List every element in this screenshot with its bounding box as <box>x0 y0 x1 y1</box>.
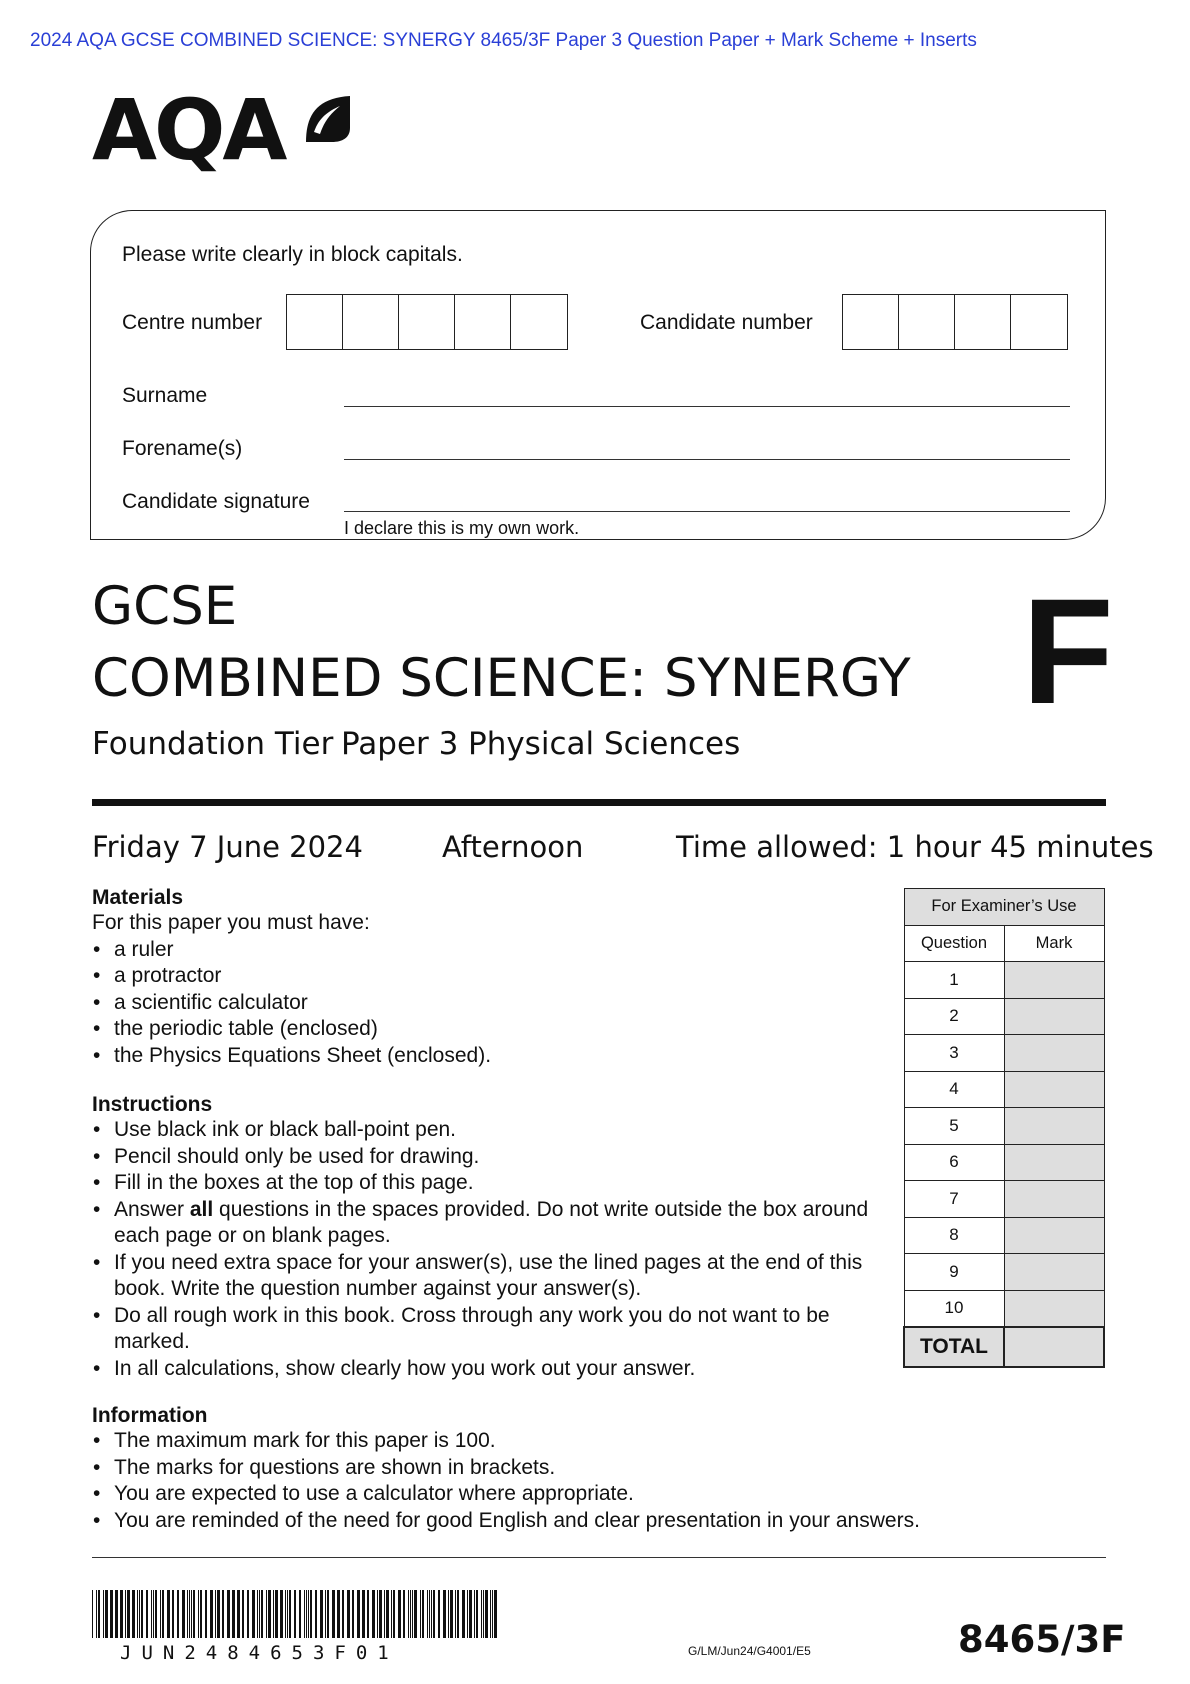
barcode-bar <box>448 1590 449 1638</box>
barcode-bar <box>167 1590 170 1638</box>
list-item: • You are reminded of the need for good English and clear presentation in your answers. <box>92 1508 1092 1535</box>
barcode-bar <box>420 1590 421 1638</box>
barcode-bar <box>410 1590 411 1638</box>
barcode-bar <box>287 1590 288 1638</box>
barcode-bar <box>115 1590 118 1638</box>
table-row <box>904 1181 1104 1218</box>
list-item: • a ruler <box>92 937 892 964</box>
barcode <box>92 1590 502 1640</box>
barcode-bar <box>261 1590 263 1638</box>
barcode-bar <box>337 1590 340 1638</box>
mark-cell[interactable] <box>1004 1181 1104 1218</box>
mark-cell[interactable] <box>1004 998 1104 1035</box>
exam-session: Afternoon <box>442 830 584 864</box>
list-item: • Pencil should only be used for drawing. <box>92 1144 892 1171</box>
question-number: 3 <box>904 1035 1004 1072</box>
barcode-bar <box>127 1590 130 1638</box>
barcode-bar <box>450 1590 453 1638</box>
barcode-bar <box>182 1590 185 1638</box>
question-number: 6 <box>904 1144 1004 1181</box>
mark-cell[interactable] <box>1004 1290 1104 1327</box>
centre-digit-box[interactable] <box>287 295 343 349</box>
list-item: • Fill in the boxes at the top of this page. <box>92 1170 892 1197</box>
barcode-bar <box>160 1590 161 1638</box>
barcode-bar <box>146 1590 148 1638</box>
barcode-bar <box>141 1590 143 1638</box>
barcode-bar <box>467 1590 468 1638</box>
instructions-section <box>92 1093 892 1382</box>
examiners-use-table <box>903 888 1105 1368</box>
mark-cell[interactable] <box>1004 1144 1104 1181</box>
signature-field[interactable] <box>344 511 1070 512</box>
candidate-digit-box[interactable] <box>899 295 955 349</box>
barcode-bar <box>266 1590 267 1638</box>
barcode-bar <box>193 1590 195 1638</box>
list-item: • Use black ink or black ball-point pen. <box>92 1117 892 1144</box>
question-number: 1 <box>904 962 1004 999</box>
list-item: • In all calculations, show clearly how you work out your answer. <box>92 1356 892 1383</box>
barcode-bar <box>247 1590 249 1638</box>
list-item: • You are expected to use a calculator where appropriate. <box>92 1481 1092 1508</box>
barcode-bar <box>257 1590 258 1638</box>
barcode-bar <box>103 1590 104 1638</box>
materials-list <box>92 937 892 1070</box>
barcode-bar <box>386 1590 389 1638</box>
barcode-bar <box>310 1590 312 1638</box>
barcode-bar <box>215 1590 216 1638</box>
declaration-text: I declare this is my own work. <box>344 518 580 538</box>
barcode-bar <box>427 1590 428 1638</box>
table-row <box>904 1217 1104 1254</box>
barcode-bar <box>227 1590 230 1638</box>
question-column-header: Question <box>904 925 1004 962</box>
surname-label: Surname <box>122 384 208 407</box>
barcode-bar <box>120 1590 123 1638</box>
materials-section <box>92 886 892 1069</box>
centre-digit-box[interactable] <box>343 295 399 349</box>
question-number: 9 <box>904 1254 1004 1291</box>
barcode-bar <box>304 1590 305 1638</box>
barcode-bar <box>332 1590 335 1638</box>
centre-number-label: Centre number <box>122 311 263 334</box>
forename-field[interactable] <box>344 459 1070 460</box>
barcode-bar <box>308 1590 309 1638</box>
candidate-digit-box[interactable] <box>955 295 1011 349</box>
barcode-bar <box>485 1590 488 1638</box>
barcode-bar <box>273 1590 274 1638</box>
table-row <box>904 1290 1104 1327</box>
question-number: 10 <box>904 1290 1004 1327</box>
barcode-bar <box>320 1590 323 1638</box>
barcode-bar <box>403 1590 405 1638</box>
tier-letter: F <box>1022 567 1114 735</box>
barcode-bar <box>384 1590 385 1638</box>
barcode-bar <box>153 1590 154 1638</box>
document-reference: G/LM/Jun24/G4001/E5 <box>688 1644 811 1658</box>
barcode-bar <box>327 1590 329 1638</box>
forename-label: Forename(s) <box>122 437 243 460</box>
barcode-bar <box>252 1590 255 1638</box>
barcode-bar <box>259 1590 260 1638</box>
question-number: 5 <box>904 1108 1004 1145</box>
barcode-bar <box>481 1590 482 1638</box>
barcode-bar <box>191 1590 192 1638</box>
paper-title: Physical Sciences <box>468 726 741 762</box>
barcode-bar <box>172 1590 174 1638</box>
barcode-bar <box>408 1590 409 1638</box>
table-row <box>904 1071 1104 1108</box>
barcode-bar <box>210 1590 213 1638</box>
barcode-bar <box>155 1590 157 1638</box>
barcode-bar <box>433 1590 435 1638</box>
mark-cell[interactable] <box>1004 962 1104 999</box>
footer-divider <box>92 1557 1106 1558</box>
barcode-bar <box>429 1590 430 1638</box>
logo-text: AQA <box>92 81 285 179</box>
tier-label: Foundation Tier <box>92 726 334 762</box>
time-allowed: Time allowed: 1 hour 45 minutes <box>676 830 1154 864</box>
information-heading: Information <box>92 1404 208 1427</box>
barcode-bar <box>198 1590 199 1638</box>
barcode-bar <box>490 1590 491 1638</box>
barcode-bar <box>110 1590 113 1638</box>
centre-digit-box[interactable] <box>399 295 455 349</box>
centre-digit-box[interactable] <box>455 295 511 349</box>
barcode-bar <box>325 1590 326 1638</box>
table-row <box>904 1254 1104 1291</box>
barcode-bar <box>347 1590 350 1638</box>
paper-code: 8465/3F <box>958 1618 1126 1661</box>
barcode-bar <box>422 1590 424 1638</box>
list-item: • Answer all questions in the spaces provided. Do not write outside the box around each page or on blank pages. <box>92 1197 892 1250</box>
barcode-bar <box>476 1590 478 1638</box>
barcode-bar <box>132 1590 135 1638</box>
barcode-bar <box>217 1590 220 1638</box>
centre-digit-box[interactable] <box>511 295 567 349</box>
barcode-bar <box>151 1590 152 1638</box>
barcode-bar <box>412 1590 413 1638</box>
barcode-bar <box>137 1590 138 1638</box>
barcode-bar <box>474 1590 475 1638</box>
barcode-bar <box>205 1590 207 1638</box>
question-number: 2 <box>904 998 1004 1035</box>
barcode-bar <box>469 1590 472 1638</box>
barcode-bar <box>105 1590 108 1638</box>
aqa-logo <box>92 81 285 179</box>
mark-cell[interactable] <box>1004 1108 1104 1145</box>
barcode-bar <box>342 1590 344 1638</box>
barcode-bar <box>177 1590 179 1638</box>
barcode-bar <box>414 1590 417 1638</box>
title-divider <box>92 799 1106 806</box>
barcode-bar <box>139 1590 140 1638</box>
barcode-bar <box>362 1590 365 1638</box>
surname-field[interactable] <box>344 406 1070 407</box>
information-section <box>92 1404 1092 1534</box>
barcode-bar <box>96 1590 97 1638</box>
mark-cell[interactable] <box>1004 1071 1104 1108</box>
question-number: 7 <box>904 1181 1004 1218</box>
question-number: 4 <box>904 1071 1004 1108</box>
exam-date: Friday 7 June 2024 <box>92 830 363 864</box>
materials-intro: For this paper you must have: <box>92 911 370 934</box>
mark-column-header: Mark <box>1004 925 1104 962</box>
aqa-leaf-logo-icon <box>300 92 352 153</box>
paper-number: Paper 3 <box>341 726 459 762</box>
examiners-use-title: For Examiner’s Use <box>904 889 1104 926</box>
mark-cell[interactable] <box>1004 1035 1104 1072</box>
barcode-bar <box>455 1590 456 1638</box>
barcode-bar <box>242 1590 244 1638</box>
barcode-bar <box>391 1590 392 1638</box>
table-row <box>904 962 1104 999</box>
table-row <box>904 1035 1104 1072</box>
barcode-text: JUN2484653F01 <box>120 1642 399 1664</box>
total-row <box>904 1327 1104 1367</box>
barcode-bar <box>232 1590 235 1638</box>
barcode-bar <box>200 1590 202 1638</box>
table-row <box>904 1108 1104 1145</box>
candidate-digit-box[interactable] <box>1011 295 1067 349</box>
list-item: • Do all rough work in this book. Cross through any work you do not want to be marked. <box>92 1303 892 1356</box>
barcode-bar <box>92 1590 93 1638</box>
subject-title: COMBINED SCIENCE: SYNERGY <box>92 648 911 709</box>
list-item: • a scientific calculator <box>92 990 892 1017</box>
instructions-heading: Instructions <box>92 1093 213 1116</box>
barcode-bar <box>299 1590 301 1638</box>
block-capitals-instruction: Please write clearly in block capitals. <box>122 243 463 266</box>
barcode-bar <box>372 1590 375 1638</box>
list-item: • The maximum mark for this paper is 100. <box>92 1428 1092 1455</box>
barcode-bar <box>315 1590 317 1638</box>
barcode-bar <box>367 1590 369 1638</box>
barcode-bar <box>162 1590 164 1638</box>
barcode-bar <box>457 1590 459 1638</box>
total-label: TOTAL <box>904 1327 1004 1367</box>
barcode-bar <box>393 1590 395 1638</box>
barcode-bar <box>379 1590 382 1638</box>
list-item: • the Physics Equations Sheet (enclosed). <box>92 1043 892 1070</box>
barcode-bar <box>285 1590 286 1638</box>
barcode-bar <box>494 1590 497 1638</box>
table-row <box>904 998 1104 1035</box>
barcode-bar <box>125 1590 126 1638</box>
barcode-bar <box>237 1590 240 1638</box>
barcode-bar <box>187 1590 188 1638</box>
barcode-bar <box>377 1590 378 1638</box>
materials-heading: Materials <box>92 886 184 909</box>
question-number: 8 <box>904 1217 1004 1254</box>
centre-number-boxes[interactable] <box>286 294 568 350</box>
barcode-bar <box>431 1590 432 1638</box>
barcode-bar <box>189 1590 190 1638</box>
barcode-bar <box>357 1590 360 1638</box>
barcode-bar <box>438 1590 440 1638</box>
barcode-bar <box>275 1590 278 1638</box>
barcode-bar <box>443 1590 446 1638</box>
barcode-bar <box>306 1590 307 1638</box>
barcode-bar <box>280 1590 283 1638</box>
barcode-bar <box>289 1590 291 1638</box>
list-item: • The marks for questions are shown in brackets. <box>92 1455 1092 1482</box>
mark-cell[interactable] <box>1004 1217 1104 1254</box>
information-list <box>92 1428 1092 1534</box>
barcode-bar <box>462 1590 465 1638</box>
barcode-bar <box>268 1590 271 1638</box>
signature-label: Candidate signature <box>122 490 310 513</box>
total-mark-cell[interactable] <box>1004 1327 1104 1367</box>
list-item: • If you need extra space for your answer(s), use the lined pages at the end of this book. Write the question number against your answer(s). <box>92 1250 892 1303</box>
document-header-link[interactable]: 2024 AQA GCSE COMBINED SCIENCE: SYNERGY 8465/3F Paper 3 Question Paper + Mark Scheme + Inserts <box>30 30 977 51</box>
barcode-bar <box>352 1590 354 1638</box>
candidate-number-boxes[interactable] <box>842 294 1068 350</box>
table-row <box>904 1144 1104 1181</box>
qualification-level: GCSE <box>92 576 238 637</box>
instructions-list <box>92 1117 892 1382</box>
barcode-bar <box>492 1590 493 1638</box>
mark-cell[interactable] <box>1004 1254 1104 1291</box>
barcode-bar <box>483 1590 484 1638</box>
barcode-bar <box>294 1590 296 1638</box>
candidate-number-label: Candidate number <box>640 311 813 334</box>
list-item: • the periodic table (enclosed) <box>92 1016 892 1043</box>
barcode-bar <box>398 1590 401 1638</box>
candidate-digit-box[interactable] <box>843 295 899 349</box>
list-item: • a protractor <box>92 963 892 990</box>
barcode-bar <box>222 1590 224 1638</box>
barcode-bar <box>98 1590 100 1638</box>
